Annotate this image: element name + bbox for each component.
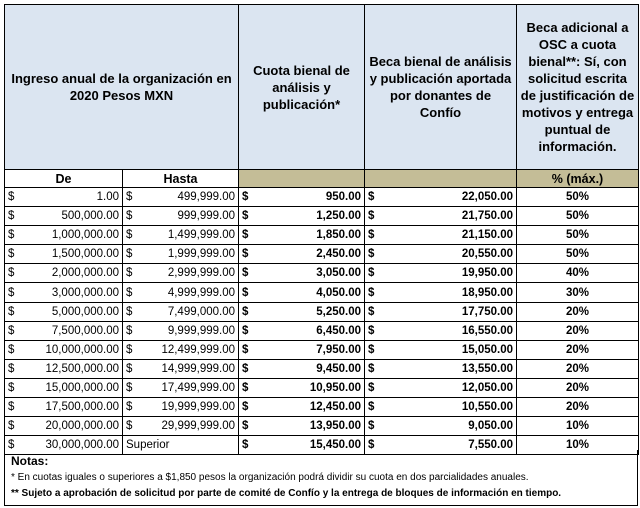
cell-beca-value: 9,050.00 [468, 420, 513, 433]
cell-de [5, 398, 123, 417]
cell-cuota-value: 1,250.00 [316, 210, 361, 223]
currency-symbol: $ [242, 229, 249, 242]
currency-symbol: $ [126, 229, 133, 242]
cell-de [5, 417, 123, 436]
cell-cuota [239, 264, 365, 283]
currency-symbol: $ [242, 439, 249, 452]
cell-beca-value: 16,550.00 [461, 324, 513, 337]
cell-hasta-value: 12,499,999.00 [161, 343, 235, 356]
currency-symbol: $ [126, 248, 133, 261]
cell-cuota [239, 245, 365, 264]
cell-hasta [123, 340, 239, 359]
table-row [5, 226, 639, 245]
cell-beca-value: 18,950.00 [461, 286, 513, 299]
cell-cuota-value: 7,950.00 [316, 343, 361, 356]
cell-hasta [123, 378, 239, 397]
cell-beca [365, 283, 517, 302]
cell-hasta-value: 1,499,999.00 [167, 229, 235, 242]
currency-symbol: $ [8, 439, 15, 452]
cell-cuota [239, 417, 365, 436]
cell-hasta [123, 283, 239, 302]
subheader-beca-empty [365, 170, 517, 188]
cell-cuota-value: 15,450.00 [309, 439, 361, 452]
cell-de-value: 2,000,000.00 [51, 267, 119, 280]
table-row [5, 398, 639, 417]
cell-pct: 20% [517, 302, 639, 321]
cell-beca [365, 321, 517, 340]
cell-hasta [123, 226, 239, 245]
currency-symbol: $ [126, 305, 133, 318]
cell-pct: 50% [517, 245, 639, 264]
table-row [5, 321, 639, 340]
cell-hasta-value: 999,999.00 [177, 210, 235, 223]
currency-symbol: $ [368, 324, 375, 337]
cell-pct: 20% [517, 340, 639, 359]
currency-symbol: $ [242, 248, 249, 261]
cell-hasta-value: Superior [126, 439, 170, 452]
cell-cuota-value: 4,050.00 [316, 286, 361, 299]
cell-hasta-value: 7,499,000.00 [167, 305, 235, 318]
cell-pct: 10% [517, 436, 639, 455]
currency-symbol: $ [368, 210, 375, 223]
currency-symbol: $ [368, 267, 375, 280]
cell-cuota-value: 10,950.00 [309, 381, 361, 394]
cell-hasta [123, 359, 239, 378]
subheader-de: De [5, 170, 123, 188]
cell-cuota [239, 359, 365, 378]
cell-pct: 20% [517, 398, 639, 417]
cell-cuota [239, 226, 365, 245]
cell-beca [365, 302, 517, 321]
fee-table [4, 4, 639, 455]
table-row [5, 245, 639, 264]
currency-symbol: $ [8, 401, 15, 414]
table-row [5, 283, 639, 302]
table-row [5, 359, 639, 378]
cell-beca [365, 398, 517, 417]
cell-de [5, 302, 123, 321]
cell-pct: 20% [517, 321, 639, 340]
currency-symbol: $ [8, 229, 15, 242]
cell-beca-value: 21,750.00 [461, 210, 513, 223]
table-row [5, 417, 639, 436]
currency-symbol: $ [368, 248, 375, 261]
cell-cuota-value: 9,450.00 [316, 362, 361, 375]
cell-de [5, 245, 123, 264]
cell-hasta [123, 302, 239, 321]
table-body [5, 188, 639, 455]
currency-symbol: $ [8, 362, 15, 375]
cell-beca-value: 12,050.00 [461, 381, 513, 394]
currency-symbol: $ [368, 286, 375, 299]
cell-hasta-value: 499,999.00 [177, 191, 235, 204]
currency-symbol: $ [368, 229, 375, 242]
currency-symbol: $ [242, 362, 249, 375]
cell-pct: 20% [517, 359, 639, 378]
cell-beca-value: 22,050.00 [461, 191, 513, 204]
currency-symbol: $ [8, 286, 15, 299]
cell-beca-value: 7,550.00 [468, 439, 513, 452]
cell-hasta [123, 207, 239, 226]
currency-symbol: $ [126, 420, 133, 433]
cell-cuota [239, 302, 365, 321]
cell-pct: 50% [517, 207, 639, 226]
currency-symbol: $ [8, 267, 15, 280]
cell-hasta-value: 4,999,999.00 [167, 286, 235, 299]
header-cuota: Cuota bienal de análisis y publicación* [239, 5, 365, 170]
cell-de [5, 283, 123, 302]
cell-hasta [123, 321, 239, 340]
table-row [5, 302, 639, 321]
cell-hasta-value: 2,999,999.00 [167, 267, 235, 280]
cell-de [5, 226, 123, 245]
cell-de-value: 5,000,000.00 [51, 305, 119, 318]
currency-symbol: $ [8, 191, 15, 204]
cell-de-value: 500,000.00 [61, 210, 119, 223]
currency-symbol: $ [126, 343, 133, 356]
table-row [5, 264, 639, 283]
currency-symbol: $ [242, 343, 249, 356]
currency-symbol: $ [368, 305, 375, 318]
cell-hasta-value: 1,999,999.00 [167, 248, 235, 261]
cell-cuota-value: 1,850.00 [316, 229, 361, 242]
cell-hasta [123, 417, 239, 436]
cell-hasta-value: 29,999,999.00 [161, 420, 235, 433]
cell-cuota-value: 5,250.00 [316, 305, 361, 318]
cell-pct: 50% [517, 226, 639, 245]
cell-cuota [239, 340, 365, 359]
currency-symbol: $ [242, 401, 249, 414]
currency-symbol: $ [8, 248, 15, 261]
cell-cuota [239, 283, 365, 302]
cell-pct: 50% [517, 188, 639, 207]
cell-de [5, 321, 123, 340]
cell-hasta-value: 19,999,999.00 [161, 401, 235, 414]
cell-de [5, 359, 123, 378]
currency-symbol: $ [368, 381, 375, 394]
currency-symbol: $ [242, 191, 249, 204]
cell-hasta [123, 245, 239, 264]
cell-pct: 30% [517, 283, 639, 302]
cell-beca-value: 10,550.00 [461, 401, 513, 414]
currency-symbol: $ [242, 210, 249, 223]
subheader-cuota-empty [239, 170, 365, 188]
currency-symbol: $ [242, 420, 249, 433]
cell-de-value: 1,000,000.00 [51, 229, 119, 242]
currency-symbol: $ [242, 381, 249, 394]
cell-cuota-value: 3,050.00 [316, 267, 361, 280]
cell-hasta-value: 14,999,999.00 [161, 362, 235, 375]
currency-symbol: $ [8, 305, 15, 318]
currency-symbol: $ [126, 381, 133, 394]
cell-de-value: 1,500,000.00 [51, 248, 119, 261]
currency-symbol: $ [368, 191, 375, 204]
table-row [5, 188, 639, 207]
currency-symbol: $ [368, 401, 375, 414]
currency-symbol: $ [126, 267, 133, 280]
header-ingreso: Ingreso anual de la organización en 2020 Pesos MXN [5, 5, 239, 170]
cell-pct: 10% [517, 417, 639, 436]
notes-title: Notas: [11, 454, 49, 468]
cell-de-value: 10,000,000.00 [45, 343, 119, 356]
cell-cuota-value: 2,450.00 [316, 248, 361, 261]
subheader-pct: % (máx.) [517, 170, 639, 188]
cell-de [5, 378, 123, 397]
currency-symbol: $ [368, 362, 375, 375]
table-row [5, 340, 639, 359]
currency-symbol: $ [242, 267, 249, 280]
cell-de-value: 20,000,000.00 [45, 420, 119, 433]
currency-symbol: $ [242, 324, 249, 337]
cell-beca [365, 417, 517, 436]
table-row [5, 207, 639, 226]
cell-beca-value: 15,050.00 [461, 343, 513, 356]
cell-beca-value: 13,550.00 [461, 362, 513, 375]
cell-pct: 20% [517, 378, 639, 397]
subheader-hasta: Hasta [123, 170, 239, 188]
currency-symbol: $ [242, 305, 249, 318]
cell-beca [365, 264, 517, 283]
cell-cuota-value: 12,450.00 [309, 401, 361, 414]
currency-symbol: $ [8, 381, 15, 394]
cell-hasta-value: 9,999,999.00 [167, 324, 235, 337]
currency-symbol: $ [368, 343, 375, 356]
cell-de-value: 3,000,000.00 [51, 286, 119, 299]
cell-beca-value: 19,950.00 [461, 267, 513, 280]
cell-beca [365, 359, 517, 378]
currency-symbol: $ [242, 286, 249, 299]
cell-cuota [239, 398, 365, 417]
cell-hasta-value: 17,499,999.00 [161, 381, 235, 394]
cell-beca [365, 340, 517, 359]
cell-beca-value: 17,750.00 [461, 305, 513, 318]
cell-de-value: 7,500,000.00 [51, 324, 119, 337]
currency-symbol: $ [368, 420, 375, 433]
cell-cuota-value: 6,450.00 [316, 324, 361, 337]
cell-de-value: 1.00 [96, 191, 119, 204]
cell-de-value: 15,000,000.00 [45, 381, 119, 394]
cell-de [5, 207, 123, 226]
cell-de [5, 188, 123, 207]
cell-cuota [239, 378, 365, 397]
cell-hasta [123, 188, 239, 207]
cell-de-value: 30,000,000.00 [45, 439, 119, 452]
currency-symbol: $ [126, 191, 133, 204]
cell-beca [365, 226, 517, 245]
notes-box [4, 450, 638, 506]
cell-beca [365, 207, 517, 226]
cell-beca [365, 245, 517, 264]
cell-beca [365, 378, 517, 397]
cell-cuota [239, 207, 365, 226]
cell-cuota-value: 950.00 [325, 191, 361, 204]
note-2: ** Sujeto a aprobación de solicitud por parte de comité de Confío y la entrega de bloques de información en tiempo. [11, 488, 562, 499]
currency-symbol: $ [126, 210, 133, 223]
cell-beca-value: 21,150.00 [461, 229, 513, 242]
currency-symbol: $ [126, 362, 133, 375]
currency-symbol: $ [126, 324, 133, 337]
currency-symbol: $ [8, 420, 15, 433]
currency-symbol: $ [126, 286, 133, 299]
cell-de-value: 17,500,000.00 [45, 401, 119, 414]
currency-symbol: $ [368, 439, 375, 452]
cell-cuota [239, 321, 365, 340]
currency-symbol: $ [126, 401, 133, 414]
cell-de-value: 12,500,000.00 [45, 362, 119, 375]
currency-symbol: $ [8, 343, 15, 356]
cell-de [5, 340, 123, 359]
cell-hasta [123, 398, 239, 417]
cell-hasta [123, 264, 239, 283]
header-beca-adicional: Beca adicional a OSC a cuota bienal**: Sí, con solicitud escrita de justificación de motivos y entrega puntual de información. [517, 5, 639, 170]
currency-symbol: $ [8, 210, 15, 223]
currency-symbol: $ [8, 324, 15, 337]
cell-beca [365, 188, 517, 207]
cell-beca-value: 20,550.00 [461, 248, 513, 261]
cell-pct: 40% [517, 264, 639, 283]
header-beca-bienal: Beca bienal de análisis y publicación aportada por donantes de Confío [365, 5, 517, 170]
cell-cuota-value: 13,950.00 [309, 420, 361, 433]
table-row [5, 378, 639, 397]
cell-de [5, 264, 123, 283]
cell-cuota [239, 188, 365, 207]
note-1: * En cuotas iguales o superiores a $1,850 pesos la organización podrá dividir su cuota en dos parcialidades anuales. [11, 472, 529, 483]
